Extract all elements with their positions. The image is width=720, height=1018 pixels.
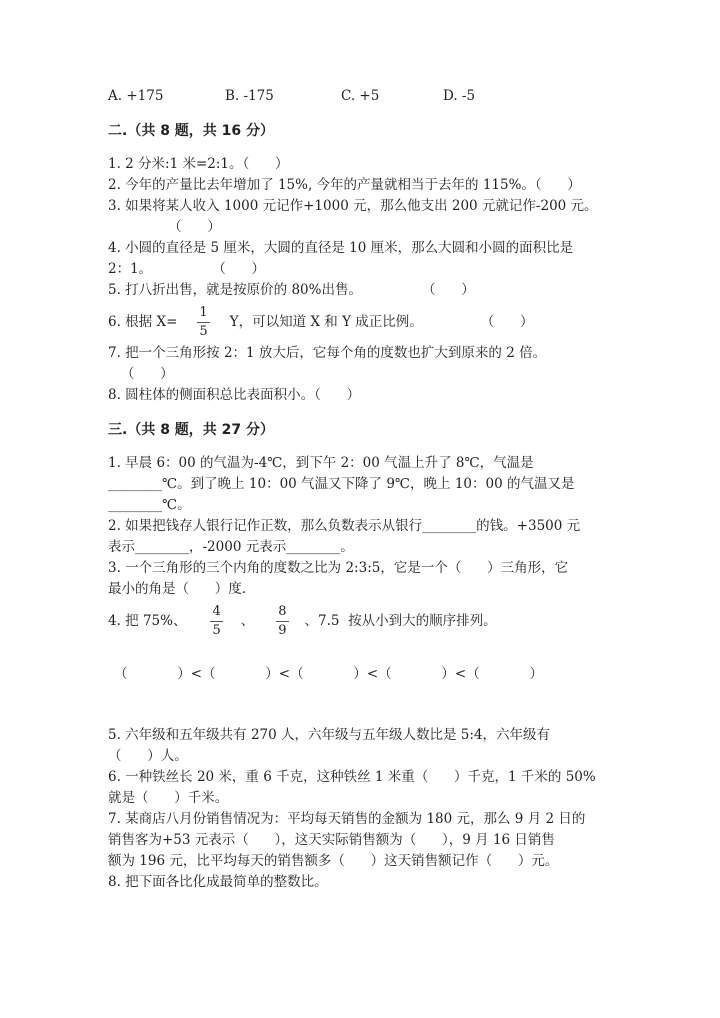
order-blanks-row: （ ）<（ ）<（ ）<（ ）<（ ） — [114, 666, 543, 682]
choice-option-b: B. -175 — [225, 88, 274, 104]
question-line: 表示________，-2000 元表示________。 — [108, 539, 354, 555]
question-line: ________℃。 — [108, 497, 191, 513]
choice-option-a: A. +175 — [108, 88, 164, 104]
question-line: 4. 小圆的直径是 5 厘米，大圆的直径是 10 厘米，那么大圆和小圆的面积比是 — [108, 240, 574, 256]
q6-blank: （ ） — [480, 314, 534, 330]
question-line: 8. 圆柱体的侧面积总比表面积小。（ ） — [108, 387, 361, 403]
choice-option-d: D. -5 — [443, 88, 476, 104]
question-line: 6. 一种铁丝长 20 米，重 6 千克，这种铁丝 1 米重（ ）千克，1 千米的 50% — [108, 769, 596, 785]
numerator: 4 — [210, 603, 222, 622]
numerator: 8 — [276, 603, 288, 622]
question-line: 2. 今年的产量比去年增加了 15%, 今年的产量就相当于去年的 115%。（ ） — [108, 177, 581, 193]
question-line: ________℃。到了晚上 10：00 气温又下降了 9℃，晚上 10：00 的气温又是 — [108, 476, 575, 492]
question-line: 最小的角是（ ）度. — [108, 581, 247, 597]
question-line: 7. 某商店八月份销售情况为：平均每天销售的金额为 180 元，那么 9 月 2 日的 — [108, 811, 586, 827]
question-line: 就是（ ）千米。 — [108, 790, 229, 806]
question-line: 1. 早晨 6：00 的气温为-4℃，到下午 2：00 气温上升了 8℃，气温是 — [108, 455, 534, 471]
q4-prefix: 4. 把 75%、 — [108, 613, 187, 629]
question-line: （ ）人。 — [108, 748, 188, 764]
question-line: 5. 打八折出售，就是按原价的 80%出售。 （ ） — [108, 282, 475, 298]
question-line: 7. 把一个三角形按 2：1 放大后，它每个角的度数也扩大到原来的 2 倍。 — [108, 345, 547, 361]
denominator: 9 — [278, 623, 287, 638]
question-line: 3. 如果将某人收入 1000 元记作+1000 元，那么他支出 200 元就记作-200 元。 — [108, 198, 598, 214]
fraction — [197, 304, 209, 341]
choice-option-c: C. +5 — [341, 88, 380, 104]
question-line: 1. 2 分米:1 米=2:1。（ ） — [108, 156, 289, 172]
question-line: （ ） — [108, 366, 174, 382]
q6-suffix: Y，可以知道 X 和 Y 成正比例。 — [229, 314, 423, 330]
q4-separator: 、 — [240, 613, 255, 629]
denominator: 5 — [212, 623, 221, 638]
question-6 — [108, 301, 708, 343]
fraction — [210, 603, 222, 640]
section-2-header: 二.（共 8 题，共 16 分） — [108, 123, 275, 139]
question-line: 额为 196 元，比平均每天的销售额多（ ）这天销售额记作（ ）元。 — [108, 853, 559, 869]
question-line: 2. 如果把钱存人银行记作正数，那么负数表示从银行________的钱。+3500 元 — [108, 518, 581, 534]
denominator: 5 — [199, 324, 208, 339]
numerator: 1 — [197, 304, 209, 323]
q4-suffix: 、7.5 按从小到大的顺序排列。 — [304, 613, 497, 629]
choice-options-row — [108, 86, 708, 107]
question-line: 2：1。 （ ） — [108, 261, 266, 277]
question-line: 销售客为+53 元表示（ ），这天实际销售额为（ ），9 月 16 日销售 — [108, 832, 555, 848]
question-line: 5. 六年级和五年级共有 270 人，六年级与五年级人数比是 5:4，六年级有 — [108, 727, 551, 743]
exam-page — [108, 86, 708, 893]
question-line: （ ） — [108, 219, 221, 235]
fraction — [276, 603, 288, 640]
section-3-header: 三.（共 8 题，共 27 分） — [108, 422, 275, 438]
question-line: 8. 把下面各比化成最简单的整数比。 — [108, 874, 328, 890]
question-4 — [108, 600, 708, 642]
question-line: 3. 一个三角形的三个内角的度数之比为 2:3:5，它是一个（ ）三角形，它 — [108, 560, 569, 576]
q6-prefix: 6. 根据 X= — [108, 314, 178, 330]
